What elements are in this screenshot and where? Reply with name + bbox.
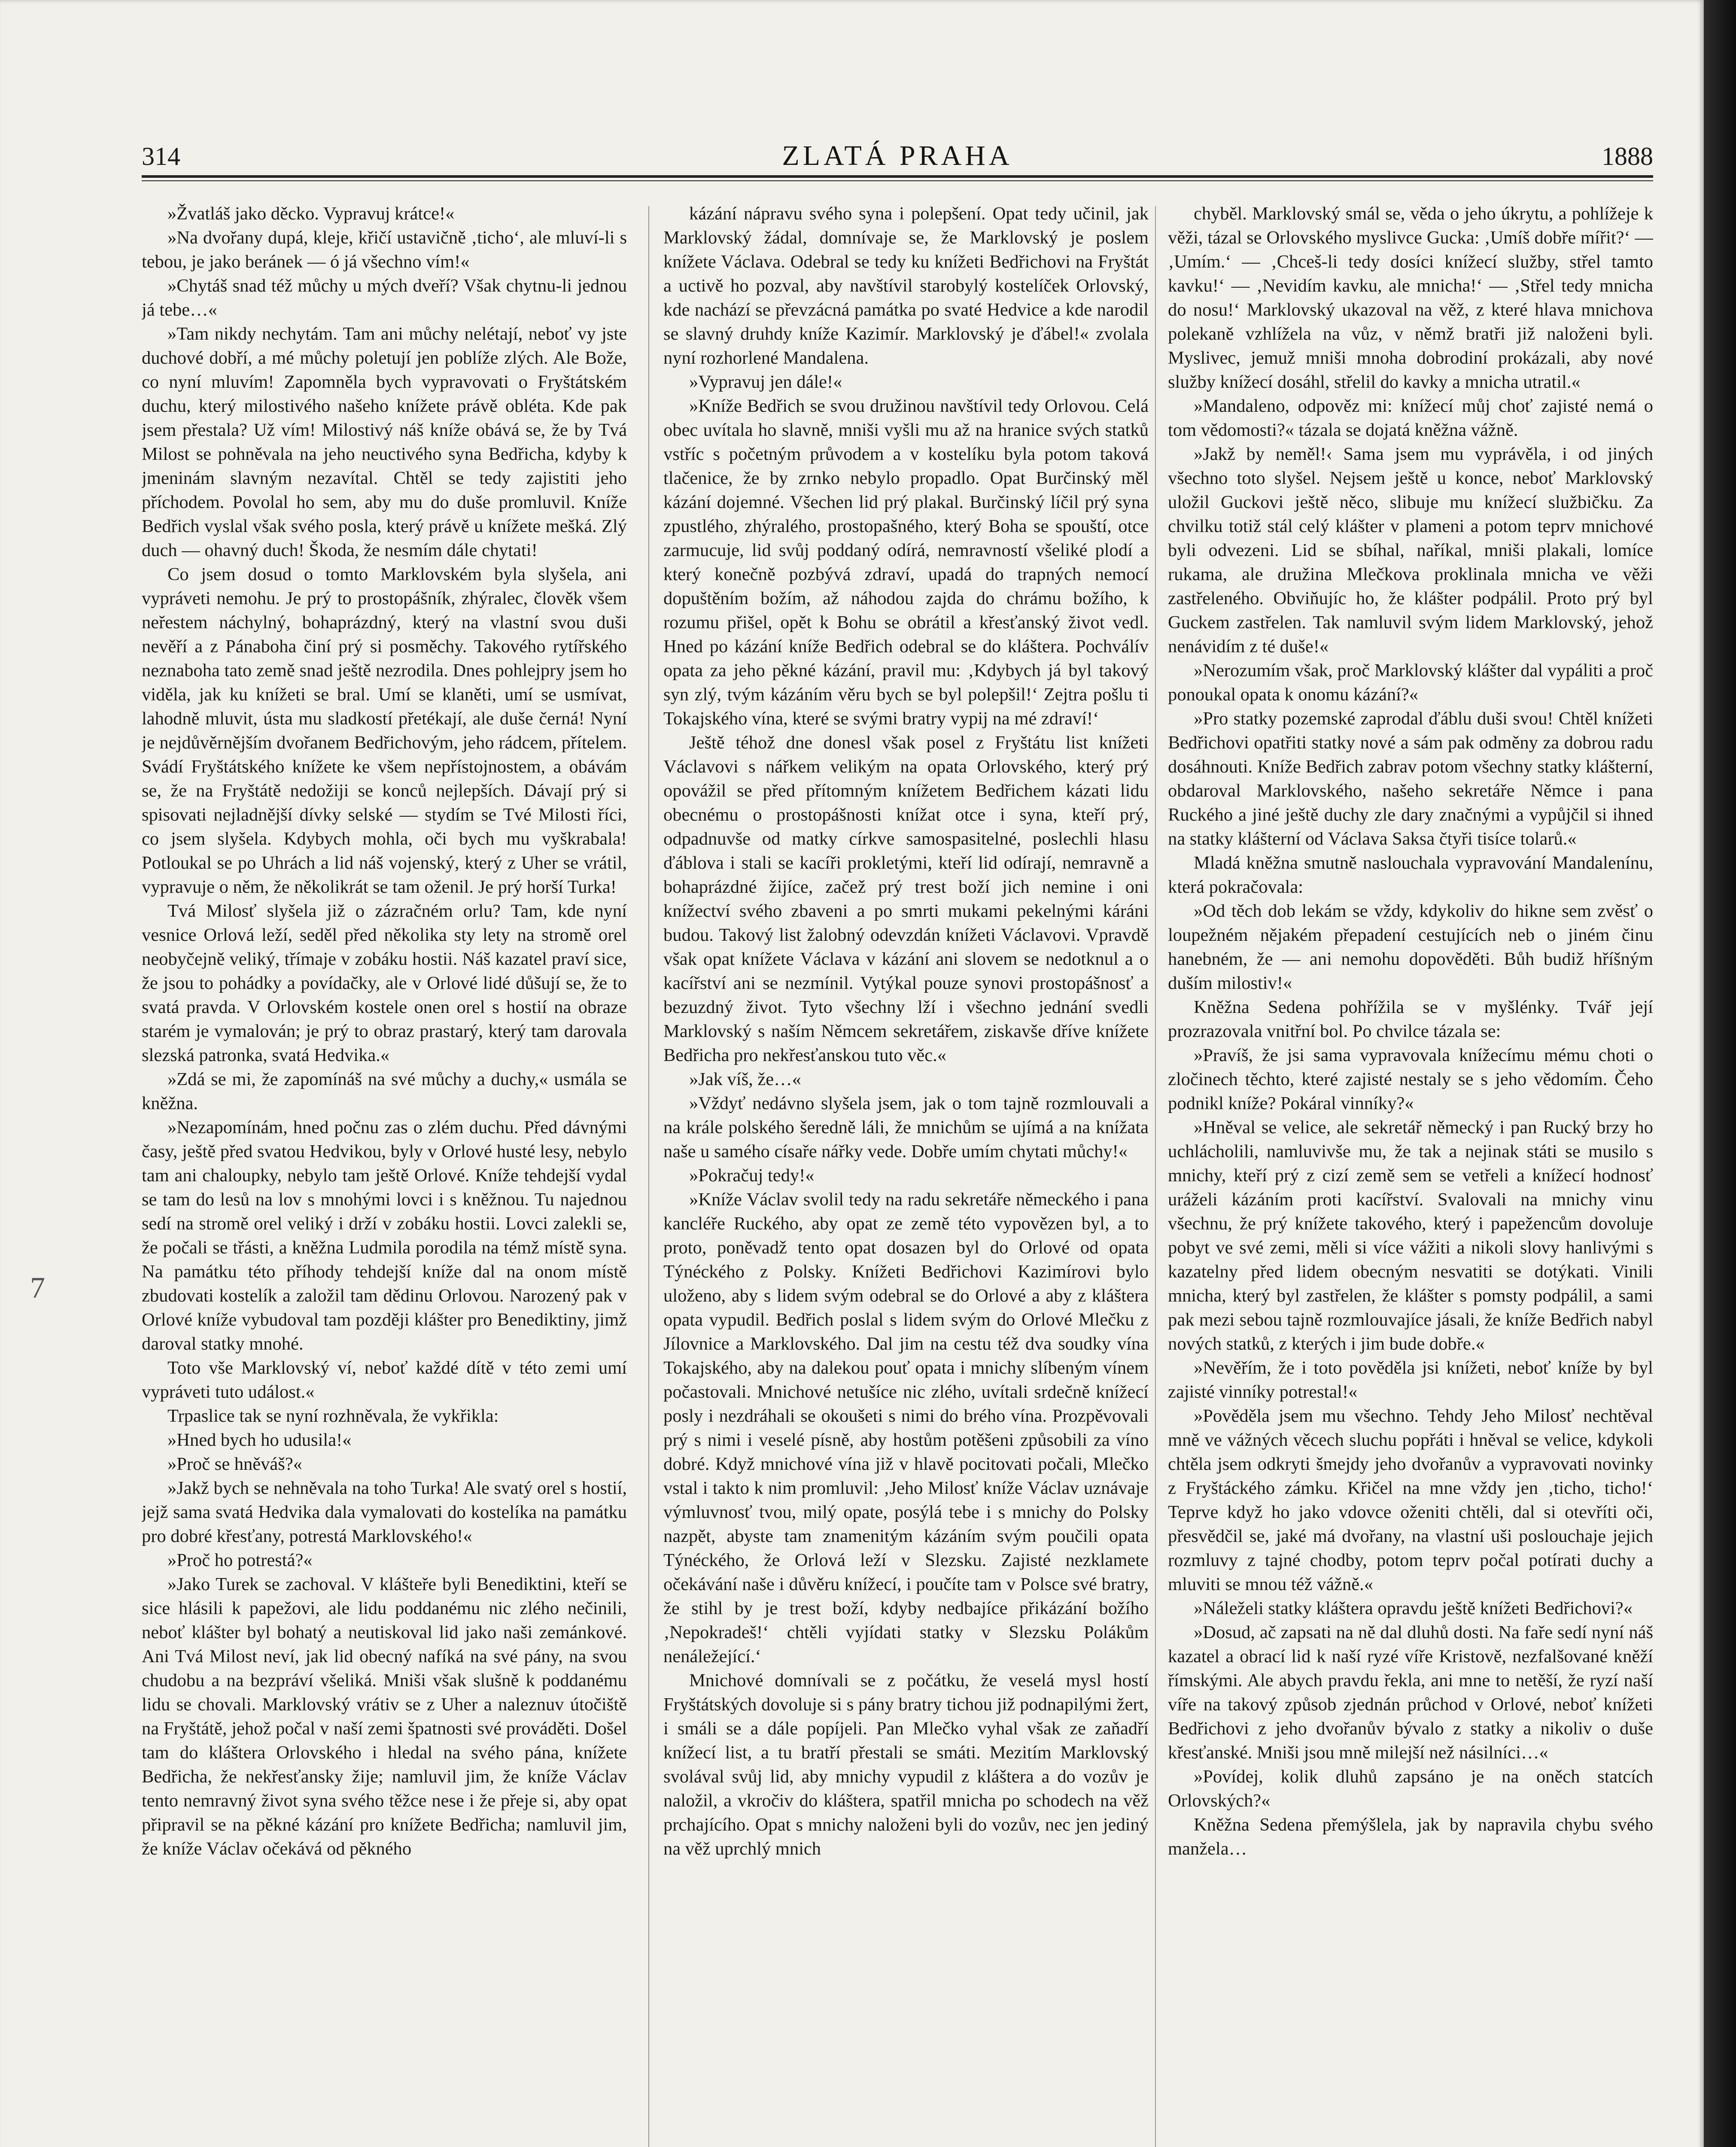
paragraph: »Kníže Bedřich se svou družinou navštívil tedy Orlovou. Celá obec uvítala ho slavně, mniši vyšli mu až na hranice svých statků vstříc s početným průvodem a v kostelíku byla potom taková tlačenice, že by zrnko nebylo propadlo. Opat Burčinský měl kázání dojemné. Všechen lid prý plakal. Burčinský líčil prý syna zpustlého, zhýralého, prostopašného, který Boha se spouští, otce zarmucuje, lid svůj poddaný odírá, nemravností všeliké plodí a který konečně pozbývá zdraví, upadá do trapných nemocí dopuštěním božím, až náhodou zajda do chrámu božího, k rozumu přišel, opět k Bohu se obrátil a křesťanský život vedl. Hned po kázání kníže Bedřich odebral se do kláštera. Pochválív opata za jeho pěkné kázání, pravil mu: ‚Kdybych já byl takový syn zlý, tvým kázáním věru bych se byl polepšil!‘ Zejtra pošlu ti Tokajského vína, které se svými bratry vypij na mé zdraví!‘ [663,396,1149,729]
paragraph: »Proč ho potrestá?« [167,1550,313,1570]
paragraph: »Chytáš snad též můchy u mých dveří? Však chytnu-li jednou já tebe…« [142,276,627,320]
paragraph: chyběl. Marklovský smál se, věda o jeho úkrytu, a pohlížeje k věži, tázal se Orlovského myslivce Gucka: ‚Umíš dobře mířit?‘ — ‚Umím.‘ — ‚Chceš-li tedy dosíci knížecí služby, střel tamto kavku!‘ — ‚Nevidím kavku, ale mnicha!‘ — ‚Střel tedy mnicha do nosu!‘ Marklovský ukazoval na věž, z které hlava mnichova polekaně vzhlížela na vůz, v němž bratři již naloženi byli. Myslivec, jemuž mniši mnoha dobrodiní prokázali, aby nové služby knížecí dosáhl, střelil do kavky a mnicha utratil.« [1168,204,1653,392]
paragraph: »Na dvořany dupá, kleje, křičí ustavičně ‚ticho‘, ale mluví-li s tebou, je jako beránek — ó já všechno vím!« [142,228,627,272]
paragraph: »Pro statky pozemské zaprodal ďáblu duši svou! Chtěl knížeti Bedřichovi opatřiti statky nové a sám pak odměny za dobrou radu dosáhnouti. Kníže Bedřich zabrav potom všechny statky klášterní, obdaroval Marklovského, našeho sekretáře Němce i pana Ruckého a jiné ještě duchy zle dary značnými a vypůjčil si ihned na statky klášterní od Václava Saksa čtyři tisíce tolarů.« [1168,709,1653,849]
paragraph: »Vždyť nedávno slyšela jsem, jak o tom tajně rozmlouvali a na krále polského šeredně láli, že mnichům se ujímá a na knížata naše u samého císaře nářky vede. Dobře umím chytati můchy!« [663,1093,1149,1162]
running-header [142,140,1653,174]
paragraph: »Pravíš, že jsi sama vypravovala knížecímu mému choti o zločinech těchto, které zajisté nestaly se s jeho vědomím. Čeho podnikl kníže? Pokáral vinníky?« [1168,1045,1653,1113]
paragraph: »Náleželi statky kláštera opravdu ještě knížeti Bedřichovi?« [1194,1598,1633,1618]
paragraph: »Tam nikdy nechytám. Tam ani můchy nelétají, neboť vy jste duchové dobří, a mé můchy poletují jen poblíže zlých. Ale Bože, co nyní mluvím! Zapomněla bych vypravovati o Fryštátském duchu, který milostivého našeho knížete právě obléta. Kde pak jsem přestala? Už vím! Milostivý náš kníže obává se, že by Tvá Milost se pohněvala na jeho neuctivého syna Bedřicha, kdyby k jmeninám slavným nezavítal. Chtěl se tedy zajistiti jeho příchodem. Povolal ho sem, aby mu do duše promluvil. Kníže Bedřich vyslal však svého posla, který právě u knížete mešká. Zlý duch — ohavný duch! Škoda, že nesmím dále chytati! [142,324,627,560]
paragraph: »Jak víš, že…« [689,1069,801,1089]
paragraph: »Nevěřím, že i toto pověděla jsi knížeti, neboť kníže by byl zajisté vinníky potrestal!« [1168,1358,1653,1402]
paragraph: Trpaslice tak se nyní rozhněvala, že vykřikla: [167,1406,499,1426]
paragraph: »Dosud, ač zapsati na ně dal dluhů dosti. Na faře sedí nyní náš kazatel a obrací lid k naší ryzé víře Kristově, nezfalšované kněží římskými. Ale abych pravdu řekla, ani mne to netěší, že ryzí naší víře na takový způsob zjednán průchod v Orlové, neboť knížeti Bedřichovi z jeho dvořanův bývalo z statky a nikoliv o duše křesťanské. Mniši jsou mně milejší než násilníci…« [1168,1622,1653,1763]
margin-mark: 7 [30,1271,45,1305]
paragraph: »Vypravuj jen dále!« [689,372,842,392]
paragraph: »Povídej, kolik dluhů zapsáno je na oněch statcích Orlovských?« [1168,1767,1653,1811]
paragraph: »Hned bych ho udusila!« [167,1430,352,1450]
paragraph: »Mandaleno, odpověz mi: knížecí můj choť zajisté nemá o tom vědomosti?« tázala se dojatá kněžna vážně. [1168,396,1653,440]
paragraph: »Kníže Václav svolil tedy na radu sekretáře německého i pana kancléře Ruckého, aby opat ze země této vypovězen byl, a to proto, poněvadž tento opat dosazen byl do Orlové od opata Týnéckého z Polsky. Knížeti Bedřichovi Kazimírovi bylo uloženo, aby s lidem svým odebral se do Orlové a aby z kláštera opata vypudil. Bedřich poslal s lidem svým do Orlové Mlečku z Jílovnice a Marklovského. Dal jim na cestu též dva soudky vína Tokajského, aby na dalekou pouť opata i mnichy slíbeným vínem počastovali. Mnichové netušíce nic zlého, uvítali srdečně knížecí posly i nezdráhali se okoušeti s nimi do brého vína. Prozpěvovali prý s nimi i veselé písně, aby hostům potěšeni způsobili za víno dobré. Když mnichové vína již v hlavě pocitovati počali, Mlečko vstal i takto k nim promluvil: ‚Jeho Milosť kníže Václav uznávaje výmluvnosť tvou, milý opate, posýlá tebe i s mnichy do Polsky nazpět, abyste tam znamenitým kázáním svým poučili opata Týnéckého, že Orlová leží v Slezsku. Zajisté nezklamete očekávání naše i důvěru knížecí, i poučíte tam v Polsce své bratry, že stihl by je trest boží, kdyby nedbajíce přikázání božího ‚Nepokradeš!‘ chtěli vyjídati statky v Slezsku Polákům nenáležející.‘ [663,1189,1149,1667]
header-year: 1888 [1602,142,1653,170]
paragraph: »Nezapomínám, hned počnu zas o zlém duchu. Před dávnými časy, ještě před svatou Hedvikou, byly v Orlové husté lesy, nebylo tam ani chaloupky, nebylo tam ještě Orlové. Kníže tehdejší vydal se tam do lesů na lov s mnohými lovci i s kněžnou. Tu najednou sedí na stromě orel veliký i drží v zobáku hostii. Lovci zalekli se, že počali se třásti, a kněžna Ludmila porodila na témž místě syna. Na památku této příhody tehdejší kníže dal na onom místě zbudovati kostelík a založil tam dědinu Orlovou. Narozený pak v Orlové kníže vybudoval tam později klášter pro Benediktiny, jimž daroval statky mnohé. [142,1117,627,1354]
paragraph: kázání nápravu svého syna i polepšení. Opat tedy učinil, jak Marklovský žádal, domnívaje se, že Marklovský je poslem knížete Václava. Odebral se tedy ku knížeti Bedřichovi na Fryštát a uctivě ho pozval, aby navštívil starobylý kostelíček Orlovský, kde nachází se převzácná památka po svaté Hedvice a kde narodil se slavný druhdy kníže Kazimír. Marklovský je ďábel!« zvolala nyní rozhorlené Mandalena. [663,204,1149,368]
paragraph: Kněžna Sedena pohřížila se v myšlénky. Tvář její prozrazovala vnitřní bol. Po chvilce tázala se: [1168,997,1653,1041]
column-divider-2 [1155,206,1156,2147]
page-number: 314 [142,142,180,170]
paragraph: »Od těch dob lekám se vždy, kdykoliv do hikne sem zvěsť o loupežném nějakém přepadení cestujících neb o jiném činu hanebném, že — ani nemohu dopověděti. Bůh budiž hříšným duším milostiv!« [1168,901,1653,993]
paragraph: Kněžna Sedena přemýšlela, jak by napravila chybu svého manžela… [1168,1815,1653,1859]
paragraph: Mladá kněžna smutně naslouchala vypravování Mandalenínu, která pokračovala: [1168,853,1653,897]
paragraph: »Jako Turek se zachoval. V klášteře byli Benediktini, kteří se sice hlásili k papežovi, ale lidu poddanému nic zlého nečinili, neboť klášter byl bohatý a neutiskoval lid jako naši zemánkové. Ani Tvá Milost neví, jak lid obecný nafíká na své pány, na svou chudobu a na bezpráví všeliká. Mniši však slušně k poddanému lidu se chovali. Marklovský vrátiv se z Uher a naleznuv útočiště na Fryštátě, jehož počal v naší zemi špatnosti své prováděti. Došel tam do kláštera Orlovského i hledal na svého pána, knížete Bedřicha, že nekřesťansky žije; namluvil jim, že kníže Václav tento nemravný život syna svého těžce nese i že přeje si, aby opat připravil se na pěkné kázání pro knížete Bedřicha; namluvil jim, že kníže Václav očekává od pěkného [142,1574,627,1859]
paragraph: »Pokračuj tedy!« [689,1165,815,1186]
paragraph: »Pověděla jsem mu všechno. Tehdy Jeho Milosť nechtěval mně ve vážných věcech sluchu popřáti i hněval se velice, kdykoli chtěla jsem odkryti šmejdy jeho dvořanův a vypravovati novinky z Fryštáckého zámku. Křičel na mne vždy jen ‚ticho, ticho!‘ Teprve když ho jako vdovce oženiti chtěli, dal si otevříti oči, přesvědčil se, jaké má dvořany, na vlastní uši poslouchaje jejich rozmluvy z tajné chodby, potom teprv počal potírati duchy a mluviti se mnou též vážně.« [1168,1406,1653,1594]
text-column-1 [142,202,627,2147]
paragraph: »Žvatláš jako děcko. Vypravuj krátce!« [167,204,455,224]
paragraph: »Nerozumím však, proč Marklovský klášter dal vypáliti a proč ponoukal opata k onomu kázání?« [1168,660,1653,705]
paragraph: Co jsem dosud o tomto Marklovském byla slyšela, ani vypráveti nemohu. Je prý to prostopášník, zhýralec, člověk všem neřestem náchylný, bohaprázdný, který na vlastní svou duši nevěří a z Pánaboha činí prý si posměchy. Takového rytířského neznaboha tato země snad ještě nezrodila. Dnes pohlejpry jsem ho viděla, jak ku knížeti se bral. Umí se klaněti, umí se usmívat, lahodně mluvit, ústa mu sladkostí přetékají, ale duše černá! Nyní je nejdůvěrnějším dvořanem Bedřichovým, jeho rádcem, přítelem. Svádí Fryštátského knížete ke všem nepřístojnostem, a obávám se, že na Fryštátě nedožiji se konců nejlepších. Dávají prý si spisovati nejladnější dívky selské — stydím se Tvé Milosti říci, co jsem slyšela. Kdybych mohla, oči bych mu vyškrabala! Potloukal se po Uhrách a lid náš vojenský, který z Uher se vrátil, vypravuje o něm, že několikrát se tam oženil. Je prý horší Turka! [142,564,627,897]
paragraph: »Proč se hněváš?« [167,1454,302,1474]
paragraph: Ještě téhož dne donesl však posel z Fryštátu list knížeti Václavovi s nářkem velikým na opata Orlovského, který prý opovážil se před přítomným knížetem Bedřichem kázati lidu obecnému o prostopášnosti knížat otce i syna, kteří prý, odpadnuvše od matky církve samospasitelné, poslechli hlasu ďáblova i stali se kacíři prokletými, kteří lid odírají, nemravně a bohaprázdné žijíce, začež prý trest boží jich nemine i oni knížectví svého zbaveni a po smrti mukami pekelnými káráni budou. Takový list žalobný odevzdán knížeti Václavovi. Vpravdě však opat knížete Václava v kázání ani slovem se nedotknul a o kacířství ani se nezmínil. Vytýkal pouze synovi prostopášnosť a bezuzdný život. Tyto všechny lží i všechno jednání svedli Marklovský s naším Němcem sekretářem, ziskavše dříve knížete Bedřicha pro nekřesťanskou tuto věc.« [663,733,1149,1065]
text-column-3 [1168,202,1653,2147]
journal-title: ZLATÁ PRAHA [782,140,1013,171]
paragraph: »Jakž by neměl!‹ Sama jsem mu vyprávěla, i od jiných všechno toto slyšel. Nejsem ještě u konce, neboť Marklovský uložil Guckovi ještě něco, slibuje mu knížecí službičku. Za chvilku totiž stál celý klášter v plameni a potom teprv mnichové byli odvezeni. Lid se sbíhal, naříkal, mniši plakali, lomíce rukama, ale družina Mlečkova proklinala mnicha ve věži zastřeleného. Obviňujíc ho, že klášter podpálil. Proto prý byl Guckem zastřelen. Tak namluvil svým lidem Marklovský, jehož nenávidím z té duše!« [1168,444,1653,657]
scan-border [1704,0,1736,2147]
paragraph: Mnichové domnívali se z počátku, že veselá mysl hostí Fryštátských dovoluje si s pány bratry tichou již podnapilými žert, i smáli se a dále popíjeli. Pan Mlečko vyhal však ze zaňadří knížecí list, a tu bratří přestali se smáti. Mezitím Marklovský svolával svůj lid, aby mnichy vypudil z kláštera a do vozův je naložil, a vkročiv do kláštera, spatřil mnicha po schodech na věž prchajícího. Opat s mnichy naloženi byli do vozův, nec jen jediný na věž uprchlý mnich [663,1670,1149,1859]
header-rule-thin [142,180,1653,181]
paragraph: »Zdá se mi, že zapomínáš na své můchy a duchy,« usmála se kněžna. [142,1069,627,1113]
text-column-2 [663,202,1149,2147]
paragraph: Tvá Milosť slyšela již o zázračném orlu? Tam, kde nyní vesnice Orlová leží, seděl před několika sty lety na stromě orel neobyčejně veliký, třímaje v zobáku hostii. Náš kazatel praví sice, že jsou to pohádky a povídačky, ale v Orlové lidé důšují se, že to svatá pravda. V Orlovském kostele onen orel s hostií na obraze starém je vymalován; je prý to obraz prastarý, který tam darovala slezská patronka, svatá Hedvika.« [142,901,627,1065]
paragraph: »Jakž bych se nehněvala na toho Turka! Ale svatý orel s hostií, jejž sama svatá Hedvika dala vymalovati do kostelíka na památku pro dobré křesťany, potrestá Marklovského!« [142,1478,627,1546]
paragraph: Toto vše Marklovský ví, neboť každé dítě v této zemi umí vypráveti tuto událost.« [142,1358,627,1402]
header-rule-thick [142,175,1653,178]
paragraph: »Hněval se velice, ale sekretář německý i pan Rucký brzy ho uchlácholili, namluvivše mu, že tak a nejinak státi se musilo s mnichy, kteří prý z cizí země sem se vetřeli a knížecí hodnosť uráželi kázáním proti kacířství. Svalovali na mnichy vinu všechnu, že prý knížete takového, který i papežencům dovoluje pobyt ve své zemi, měli si více vážiti a nikoli slovy hanlivými s kazatelny před lidem obecným nesvatiti se dotýkati. Vinili mnicha, který byl zastřelen, že klášter s pomsty podpálil, a sami pak mezi sebou tajně rozmlouvajíce jásali, že kníže Bedřich nabyl nových statků, z kterých i jim bude dobře.« [1168,1117,1653,1354]
column-divider-1 [648,206,649,2147]
